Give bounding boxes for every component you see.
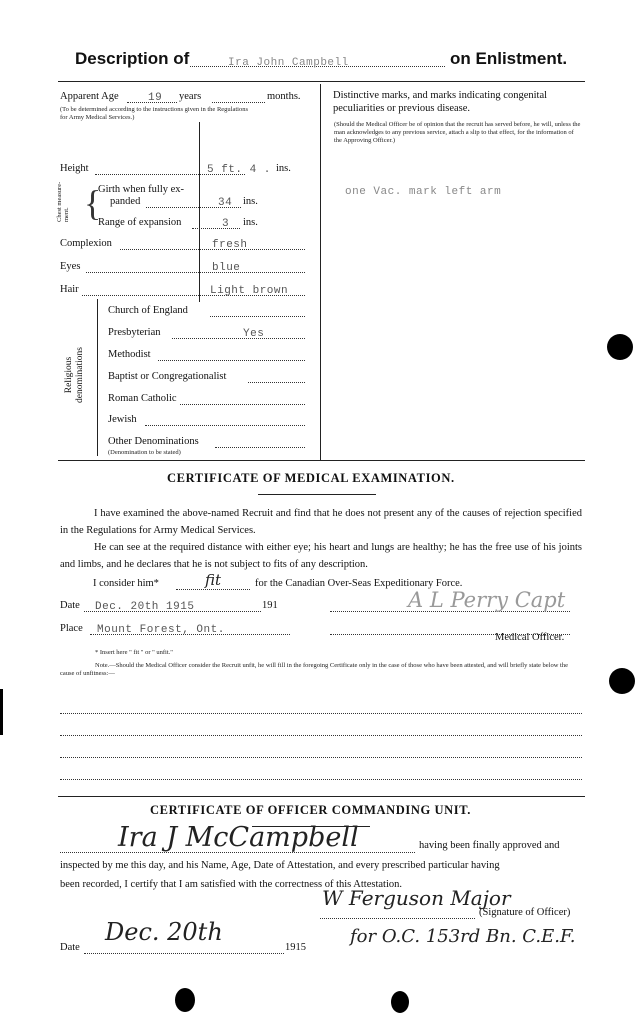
consider-suffix: for the Canadian Over-Seas Expeditionary Force. [255,578,463,589]
girth-unit: ins. [243,196,258,207]
consider-prefix: I consider him* [93,578,159,589]
medical-date-value: Dec. 20th 1915 [95,601,195,613]
punch-hole-icon [391,991,409,1013]
religion-dots-0 [210,316,305,317]
commanding-section-rule [58,796,585,797]
approval-line-1: having been finally approved and [419,840,560,851]
punch-hole-icon [607,334,633,360]
medical-place-value: Mount Forest, Ont. [97,624,225,636]
unfitness-line-4 [60,779,582,780]
religion-dots-6 [215,447,305,448]
religion-roman-catholic: Roman Catholic [108,393,177,404]
height-label: Height [60,163,89,174]
medical-title-rule [258,494,376,495]
religion-presbyterian: Presbyterian [108,327,161,338]
eyes-label: Eyes [60,261,81,272]
girth-label-2: panded [110,196,141,207]
consider-value: fit [205,571,222,589]
medical-place-label: Place [60,623,83,634]
chest-brace-icon: { [84,183,102,223]
medical-officer-signature: A L Perry Capt [408,588,566,612]
medical-date-label: Date [60,600,80,611]
marks-value: one Vac. mark left arm [345,186,502,198]
recruit-name: Ira John Campbell [228,57,349,69]
commanding-officer-signature: W Ferguson Major [322,886,511,910]
hair-value: Light brown [210,285,289,297]
commanding-date-dots [84,953,284,954]
religion-church-of-england: Church of England [108,305,188,316]
punch-hole-icon [175,988,195,1012]
religion-dots-1 [172,338,305,339]
apparent-age-value: 19 [148,92,163,104]
eyes-dots [86,272,305,273]
hair-label: Hair [60,284,79,295]
consider-dots [176,589,250,590]
religion-dots-5 [145,425,305,426]
range-unit: ins. [243,217,258,228]
months-dots [212,102,265,103]
medical-date-year: 191 [262,600,278,611]
religion-side-label: Religious denominations [64,347,85,403]
religion-methodist: Methodist [108,349,151,360]
commanding-for-note: for O.C. 153rd Bn. C.E.F. [350,926,576,947]
religion-baptist: Baptist or Congregationalist [108,371,227,382]
header-suffix: on Enlistment. [450,49,568,68]
years-label: years [179,91,202,102]
girth-label-1: Girth when fully ex- [98,184,185,195]
unfitness-line-1 [60,713,582,714]
religion-dots-3 [248,382,305,383]
officer-signature-dots [320,918,475,919]
range-value: 3 [222,218,230,230]
punch-hole-icon [609,668,635,694]
commanding-date-value: Dec. 20th [105,918,223,946]
denomination-note: (Denomination to be stated) [108,449,181,456]
medical-footnote: * Insert here " fit " or " unfit." [95,649,173,656]
medical-certificate-title: CERTIFICATE OF MEDICAL EXAMINATION. [167,471,455,485]
chest-measurement-label: Chest measure-ment. [56,181,70,222]
complexion-value: fresh [212,239,248,251]
commanding-certificate-title: CERTIFICATE OF OFFICER COMMANDING UNIT. [150,803,471,817]
religion-divider [97,299,98,456]
range-dots [192,228,240,229]
approval-line-3: been recorded, I certify that I am satisfied with the correctness of this Attestation. [60,879,403,890]
eyes-value: blue [212,262,241,274]
marks-note: (Should the Medical Officer be of opinion that the recruit has served before, he will, unless the man acknowledges to any previous service, attach a slip to that effect, for the information of the Approving Officer.) [334,121,581,144]
girth-value: 34 [218,197,233,209]
officer-signature-label: (Signature of Officer) [479,907,571,918]
column-divider [320,84,321,460]
apparent-age-label: Apparent Age [60,91,119,102]
complexion-label: Complexion [60,238,112,249]
section-rule [58,460,585,461]
height-unit: ins. [276,163,291,174]
edge-mark [0,689,3,735]
range-label: Range of expansion [98,217,182,228]
recruit-signature: Ira J McCampbell [118,822,359,853]
medical-paragraph-1: I have examined the above-named Recruit and find that he does not present any of the causes of rejection specified in the Regulations for Army Medical Services. [60,508,582,536]
age-note: (To be determined according to the instructions given in the Regulations for Army Medical Services.) [60,106,248,121]
marks-heading-1: Distinctive marks, and marks indicating congenital [333,90,548,101]
medical-officer-label: Medical Officer. [495,632,565,643]
religion-dots-2 [158,360,305,361]
approval-line-2: inspected by me this day, and his Name, Age, Date of Attestation, and every prescribed particular having [60,860,500,871]
commanding-date-year: 1915 [285,942,306,953]
unfitness-line-3 [60,757,582,758]
medical-paragraph-2: He can see at the required distance with either eye; his heart and lungs are healthy; he has the free use of his joints and limbs, and he declares that he is not subject to fits of any description. [60,542,582,570]
top-rule [58,81,585,82]
marks-heading-2: peculiarities or previous disease. [333,103,471,114]
religion-presbyterian-value: Yes [243,328,265,340]
unfitness-line-2 [60,735,582,736]
left-value-divider [199,122,200,302]
religion-dots-4 [180,404,305,405]
religion-jewish: Jewish [108,414,137,425]
header-prefix: Description of [75,49,190,68]
commanding-date-label: Date [60,942,80,953]
religion-other: Other Denominations [108,436,199,447]
medical-note: Note.—Should the Medical Officer consider the Recruit unfit, he will fill in the foregoing Certificate only in the case of those who have been attested, and will briefly state below the cause of unfitness:— [60,662,568,677]
height-value: 5 ft. 4 . [207,164,271,176]
months-label: months. [267,91,301,102]
